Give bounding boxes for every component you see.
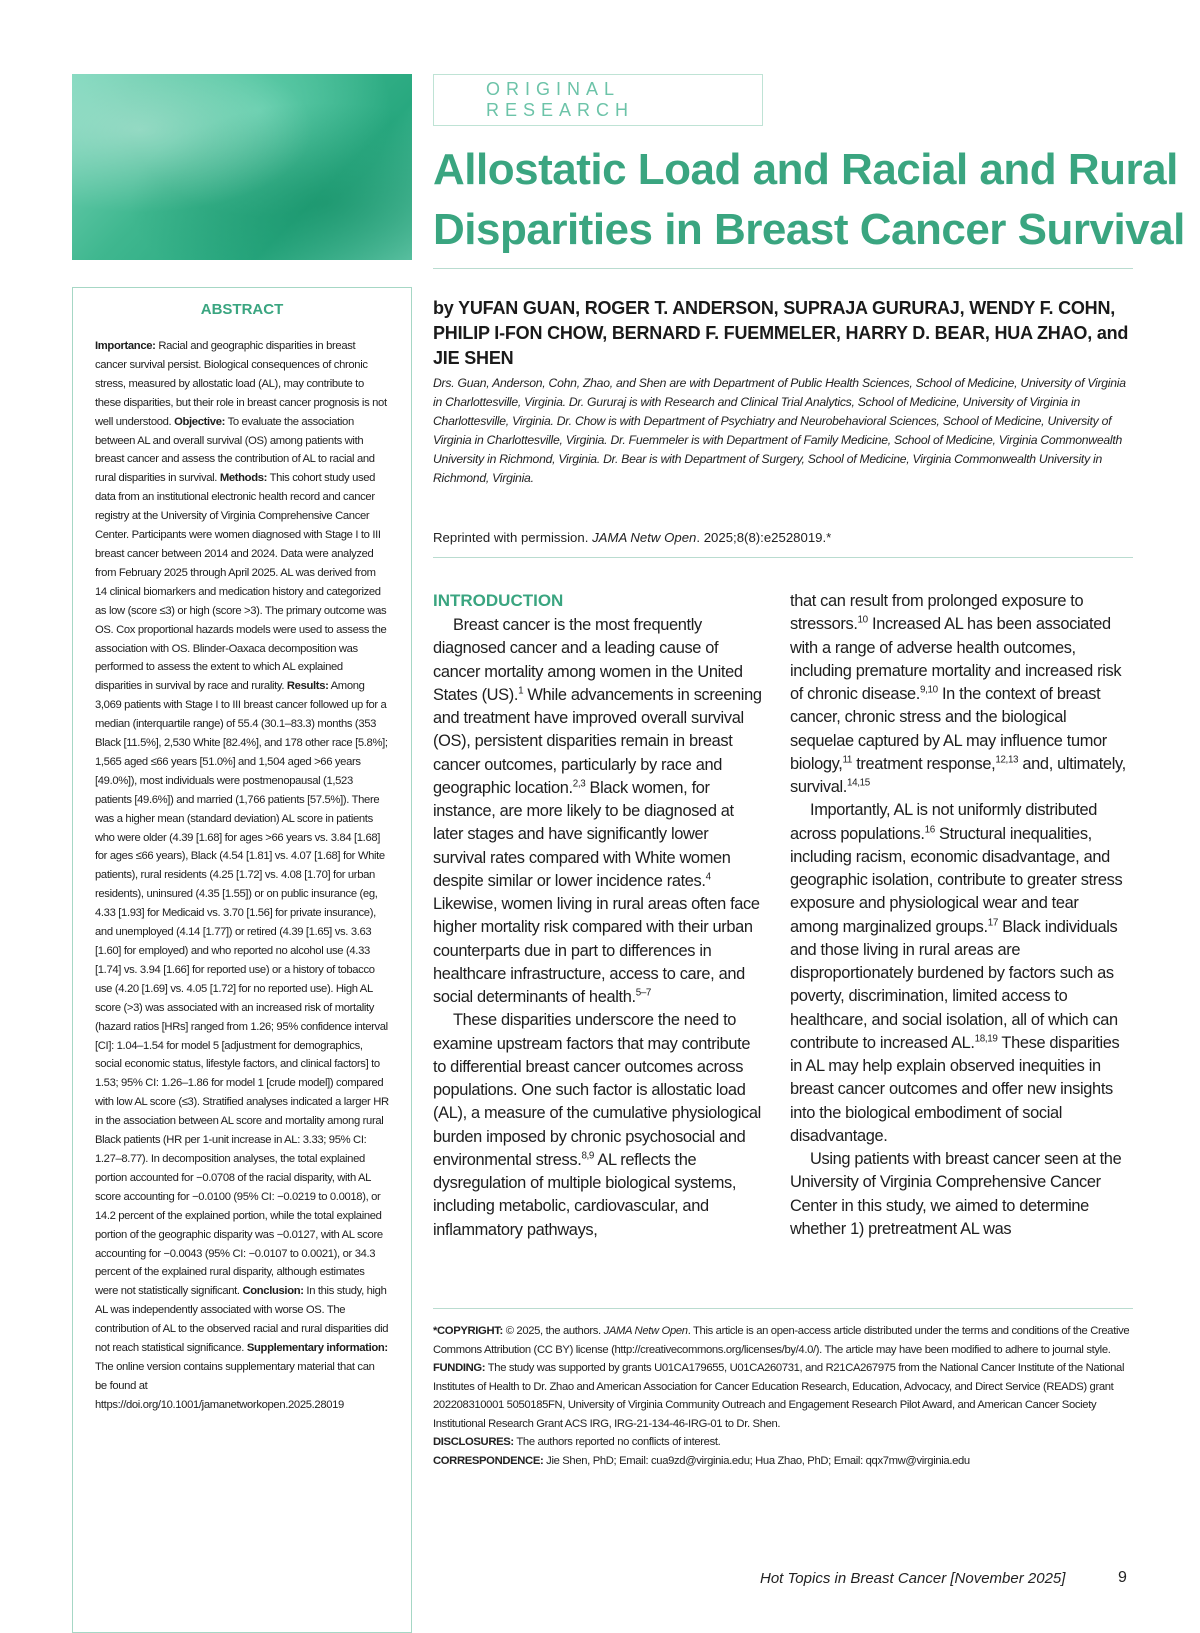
- objective-text: To evaluate the association between AL and overall survival (OS) among patients with breast cancer and assess the contribution of AL to racial and rural disparities in survival.: [95, 415, 375, 485]
- header-image: [72, 74, 412, 260]
- footer-journal-name: Hot Topics in Breast Cancer [November 2025]: [760, 1570, 1066, 1587]
- importance-label: Importance:: [95, 340, 156, 352]
- page-number: 9: [1118, 1569, 1127, 1586]
- reprint-prefix: Reprinted with permission.: [433, 530, 589, 545]
- intro-paragraph-3: [790, 799, 1126, 1148]
- citation-ref: 5–7: [635, 987, 652, 999]
- title-line-2: Disparities in Breast Cancer Survival: [433, 205, 1185, 254]
- intro-p3-text: These disparities in AL may help explain observed inequities in breast cancer outcomes and offer new insights into the biological embodiment of social disadvantage.: [790, 1033, 1120, 1145]
- copyright-label: *COPYRIGHT:: [433, 1325, 503, 1337]
- citation-ref: 11: [842, 754, 852, 766]
- results-label: Results:: [286, 680, 329, 693]
- citation-ref: 8,9: [581, 1150, 595, 1162]
- article-title: [433, 140, 1185, 260]
- funding-note: [433, 1359, 1133, 1433]
- results-text: Among 3,069 patients with Stage I to III breast cancer followed up for a median (interquartile range) of 55.4 (30.1–83.3) months (353 Black [11.5%], 2,530 White [82.4%], and 178 other race [5.8%]; 1,565 aged ≤66 years [51.0%] and 1,504 aged >66 years [49.0%]), most individuals were postmenopausal (1,523 patients [49.6%]) and married (1,766 patients [57.5%]). There was a higher mean (standard deviation) AL score in patients who were older (4.39 [1.68] for ages >66 years vs. 3.84 [1.68] for ages ≤66 years), Black (4.54 [1.81] vs. 4.07 [1.68] for White patients), rural residents (4.25 [1.72] vs. 4.08 [1.70] for urban residents), uninsured (4.35 [1.55]) or on public insurance (eg, 4.33 [1.93] for Medicaid vs. 3.70 [1.56] for private insurance), and unemployed (4.14 [1.77]) or retired (4.39 [1.65] vs. 3.63 [1.60] for employed) and who reported no alcohol use (4.33 [1.74] vs. 3.94 [1.66] for reported use) or a history of tobacco use (4.20 [1.69] vs. 4.05 [1.72] for no reported use). High AL score (>3) was associated with an increased risk of mortality (hazard ratios [HRs] ranged from 1.26; 95% confidence interval [CI]: 1.04–1.54 for model 5 [adjustment for demographics, social economic status, lifestyle factors, and clinical factors] to 1.53; 95% CI: 1.26–1.86 for model 1 [crude model]) compared with low AL score (≤3). Stratified analyses indicated a larger HR in the association between AL score and mortality among rural Black patients (HR per 1-unit increase in AL: 3.33; 95% CI: 1.27–8.77). In decomposition analyses, the total explained portion accounted for −0.0708 of the racial disparity, with AL score accounting for −0.0100 (95% CI: −0.0219 to 0.0018), or 14.2 percent of the explained portion, while the total explained portion of the geographic disparity was −0.0127, with AL score accounting for −0.0043 (95% CI: −0.0107 to 0.0021), or 34.3 percent of the explained rural disparity, although estimates were not statistically significant.: [95, 680, 389, 1298]
- abstract-box: [72, 287, 412, 1633]
- correspondence-text: Jie Shen, PhD; Email: cua9zd@virginia.edu; Hua Zhao, PhD; Email: qqx7mw@virginia.edu: [543, 1454, 970, 1467]
- section-label: [433, 74, 763, 126]
- abstract-text: [95, 337, 389, 1415]
- methods-text: This cohort study used data from an institutional electronic health record and cancer registry at the University of Virginia Comprehensive Cancer Center. Participants were women diagnosed with Stage I to III breast cancer between 2014 and 2024. Data were analyzed from February 2025 through April 2025. AL was derived from 14 clinical biomarkers and medication history and categorized as low (score ≤3) or high (score >3). The primary outcome was OS. Cox proportional hazards models were used to assess the association with OS. Blinder-Oaxaca decomposition was performed to assess the extent to which AL explained disparities in survival by race and rurality.: [95, 472, 387, 693]
- copyright-pre: © 2025, the authors.: [502, 1325, 604, 1337]
- copyright-note: [433, 1322, 1133, 1359]
- body-column-1: [433, 590, 764, 1242]
- supplementary-text: The online version contains supplementary material that can be found at https://doi.org/10.1001/jamanetworkopen.2025.28019: [95, 1360, 375, 1411]
- section-label-text: ORIGINAL RESEARCH: [486, 79, 635, 120]
- intro-p2c-text: Increased AL has been associated with a range of adverse health outcomes, including premature mortality and increased risk of chronic disease.: [790, 615, 1122, 703]
- intro-p2c-text: that can result from prolonged exposure to stressors.: [790, 592, 1084, 634]
- title-line-1: Allostatic Load and Racial and Rural: [433, 145, 1178, 194]
- abstract-heading: ABSTRACT: [200, 301, 284, 318]
- copyright-text: . This article is an open-access article distributed under the terms and conditions of the Creative Commons Attribution (CC BY) license (http://creativecommons.org/licenses/by/4.0/). The article may have been modified to adhere to journal style.: [433, 1325, 1130, 1356]
- reprint-journal: JAMA Netw Open: [592, 530, 697, 545]
- intro-paragraph-2-continued: [790, 590, 1126, 799]
- conclusion-text: In this study, high AL was independently associated with worse OS. The contribution of AL to the observed racial and rural disparities did not reach statistical significance.: [95, 1285, 389, 1355]
- title-divider: [433, 268, 1133, 269]
- objective-label: Objective:: [174, 415, 226, 428]
- introduction-heading: INTRODUCTION: [433, 591, 564, 610]
- disclosures-note: [433, 1433, 1133, 1452]
- conclusion-label: Conclusion:: [242, 1285, 304, 1298]
- intro-p2-text: AL reflects the dysregulation of multiple biological systems, including metabolic, cardiovascular, and inflammatory pathways,: [433, 1150, 737, 1239]
- disclosures-text: The authors reported no conflicts of interest.: [513, 1436, 721, 1448]
- copyright-journal: JAMA Netw Open: [603, 1325, 688, 1337]
- intro-p3-text: Black individuals and those living in rural areas are disproportionately burdened by factors such as poverty, discrimination, limited access to healthcare, and social isolation, all of which can contribute to increased AL.: [790, 917, 1118, 1052]
- correspondence-label: CORRESPONDENCE:: [433, 1454, 544, 1467]
- citation-ref: 2,3: [572, 778, 586, 790]
- importance-text: Racial and geographic disparities in breast cancer survival persist. Biological consequences of chronic stress, measured by allostatic load (AL), may contribute to these disparities, but their role in breast cancer prognosis is not well understood.: [95, 340, 387, 428]
- citation-ref: 4: [705, 871, 711, 883]
- intro-p2c-text: and, ultimately, survival.: [790, 754, 1126, 796]
- methods-label: Methods:: [219, 472, 268, 485]
- citation-ref: 16: [924, 824, 935, 836]
- reprint-notice: [433, 528, 1133, 548]
- intro-p1-text: Likewise, women living in rural areas often face higher mortality risk compared with their urban counterparts due in part to differences in healthcare infrastructure, access to care, and social determinants of health.: [433, 895, 760, 1006]
- intro-p1-text: Breast cancer is the most frequently diagnosed cancer and a leading cause of cancer mortality among women in the United States (US).: [433, 616, 743, 704]
- funding-label: FUNDING:: [433, 1362, 486, 1374]
- intro-p2-text: These disparities underscore the need to examine upstream factors that may contribute to differential breast cancer outcomes across populations. One such factor is allostatic load (AL), a measure of the cumulative physiological burden imposed by chronic psychosocial and environmental stress.: [433, 1011, 761, 1169]
- article-notes: [433, 1322, 1133, 1470]
- byline-divider: [433, 557, 1133, 558]
- citation-ref: 14,15: [846, 777, 870, 789]
- intro-paragraph-2: [433, 1009, 764, 1242]
- reprint-citation: . 2025;8(8):e2528019.*: [696, 530, 832, 545]
- supplementary-label: Supplementary information:: [246, 1342, 388, 1355]
- funding-text: The study was supported by grants U01CA179655, U01CA260731, and R21CA267975 from the National Cancer Institute of the National Institutes of Health to Dr. Zhao and American Association for Cancer Education Research, Education, Advocacy, and Direct Service (READS) grant 202208310001 5050185FN, University of Virginia Community Outreach and Engagement Research Pilot Award, and American Cancer Society Institutional Research Grant ACS IRG, IRG-21-134-46-IRG-01 to Dr. Shen.: [433, 1362, 1125, 1430]
- intro-p2c-text: treatment response,: [852, 754, 996, 773]
- citation-ref: 18,19: [974, 1033, 998, 1045]
- intro-paragraph-4: Using patients with breast cancer seen at the University of Virginia Comprehensive Cancer Center in this study, we aimed to determine whether 1) pretreatment AL was: [790, 1150, 1122, 1238]
- intro-paragraph-1: [433, 614, 764, 1009]
- author-affiliations: Drs. Guan, Anderson, Cohn, Zhao, and Shen are with Department of Public Health Sciences, School of Medicine, University of Virginia in Charlottesville, Virginia. Dr. Gururaj is with Research and Clinical Trial Analytics, School of Medicine, University of Virginia in Charlottesville, Virginia. Dr. Chow is with Department of Psychiatry and Neurobehavioral Sciences, School of Medicine, University of Virginia in Charlottesville, Virginia. Dr. Fuemmeler is with Department of Family Medicine, School of Medicine, Virginia Commonwealth University in Richmond, Virginia. Dr. Bear is with Department of Surgery, School of Medicine, Virginia Commonwealth University in Richmond, Virginia.: [433, 376, 1126, 485]
- intro-p3-text: Structural inequalities, including racism, economic disadvantage, and geographic isolation, contribute to greater stress exposure and physiological wear and tear among marginalized groups.: [790, 824, 1123, 936]
- citation-ref: 12,13: [995, 754, 1019, 766]
- citation-ref: 1: [518, 685, 524, 697]
- body-column-2: [790, 590, 1126, 1241]
- intro-p1-text: While advancements in screening and treatment have improved overall survival (OS), persistent disparities remain in breast cancer outcomes, particularly by race and geographic location.: [433, 685, 762, 797]
- intro-p2c-text: In the context of breast cancer, chronic stress and the biological sequelae captured by AL may influence tumor biology,: [790, 685, 1107, 773]
- disclosures-label: DISCLOSURES:: [433, 1436, 514, 1448]
- citation-ref: 17: [987, 917, 998, 929]
- correspondence-note: [433, 1452, 1133, 1471]
- citation-ref: 10: [857, 614, 868, 626]
- intro-p1-text: Black women, for instance, are more likely to be diagnosed at later stages and have significantly lower survival rates compared with White women despite similar or lower incidence rates.: [433, 778, 734, 890]
- author-byline: by YUFAN GUAN, ROGER T. ANDERSON, SUPRAJA GURURAJ, WENDY F. COHN, PHILIP I-FON CHOW, BERNARD F. FUEMMELER, HARRY D. BEAR, HUA ZHAO, and JIE SHEN: [433, 298, 1129, 368]
- citation-ref: 9,10: [920, 684, 938, 696]
- intro-p3-text: Importantly, AL is not uniformly distributed across populations.: [790, 801, 1098, 843]
- notes-divider: [433, 1308, 1133, 1309]
